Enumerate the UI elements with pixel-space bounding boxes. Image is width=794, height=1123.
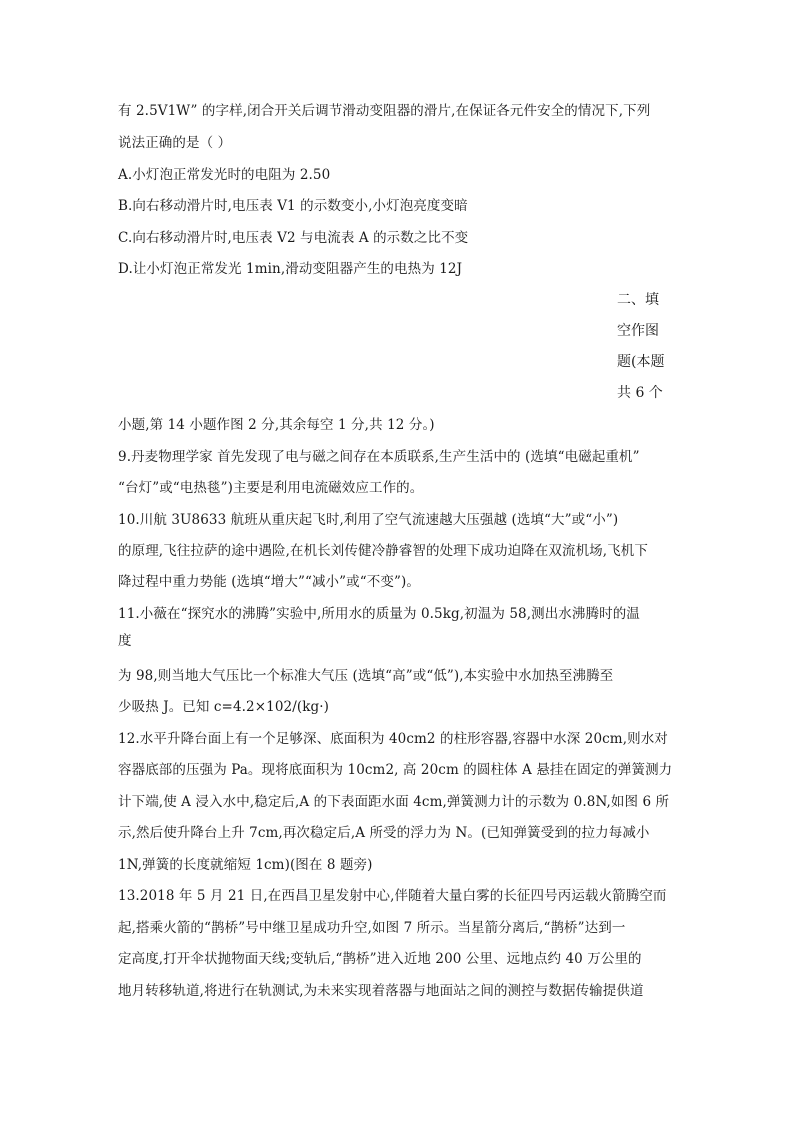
- section-heading-part-3: 题(本题: [617, 354, 665, 370]
- question-12-line-4: 示,然后使升降台上升 7cm,再次稳定后,A 所受的浮力为 N。(已知弹簧受到的拉力每减小: [118, 825, 650, 841]
- question-12-line-1: 12.水平升降台面上有一个足够深、底面积为 40cm2 的柱形容器,容器中水深 20cm,则水对: [118, 731, 668, 747]
- section-heading-continued: 小题,第 14 小题作图 2 分,其余每空 1 分,共 12 分。): [118, 417, 435, 433]
- question-10-line-2: 的原理,飞往拉萨的途中遇险,在机长刘传健冷静睿智的处理下成功迫降在双流机场,飞机下: [118, 543, 648, 559]
- question-10-line-1: 10.川航 3U8633 航班从重庆起飞时,利用了空气流速越大压强越 (选填“大”或“小”): [118, 512, 619, 528]
- option-c: C.向右移动滑片时,电压表 V2 与电流表 A 的示数之比不变: [118, 230, 469, 246]
- option-b: B.向右移动滑片时,电压表 V1 的示数变小,小灯泡亮度变暗: [118, 198, 468, 214]
- question-12-line-2: 容器底部的压强为 Pa。现将底面积为 10cm2, 高 20cm 的圆柱体 A 悬挂在固定的弹簧测力: [118, 762, 673, 778]
- question-10-line-3: 降过程中重力势能 (选填“增大”“减小”或“不变”)。: [118, 574, 420, 590]
- section-heading-part-1: 二、填: [617, 292, 659, 308]
- question-11-line-4: 少吸热 J。已知 c=4.2×102/(kg·): [118, 699, 330, 715]
- section-heading-part-2: 空作图: [617, 323, 659, 339]
- question-12-line-5: 1N,弹簧的长度就缩短 1cm)(图在 8 题旁): [118, 857, 373, 873]
- text-line: 有 2.5V1W” 的字样,闭合开关后调节滑动变阻器的滑片,在保证各元件安全的情况下,下列: [118, 103, 651, 119]
- question-stem: 说法正确的是（ ）: [118, 135, 232, 151]
- question-13-line-1: 13.2018 年 5 月 21 日,在西昌卫星发射中心,伴随着大量白雾的长征四号丙运载火箭腾空而: [118, 888, 667, 904]
- section-heading-part-4: 共 6 个: [617, 385, 663, 401]
- question-12-line-3: 计下端,使 A 浸入水中,稳定后,A 的下表面距水面 4cm,弹簧测力计的示数为 0.8N,如图 6 所: [118, 794, 670, 810]
- question-13-line-3: 定高度,打开伞状抛物面天线;变轨后,“鹊桥”进入近地 200 公里、远地点约 40 万公里的: [118, 951, 642, 967]
- question-11-line-1: 11.小薇在“探究水的沸腾”实验中,所用水的质量为 0.5kg,初温为 58,测出水沸腾时的温: [118, 606, 640, 622]
- question-13-line-4: 地月转移轨道,将进行在轨测试,为未来实现着落器与地面站之间的测控与数据传输提供道: [118, 983, 644, 999]
- option-d: D.让小灯泡正常发光 1min,滑动变阻器产生的电热为 12J: [118, 261, 463, 277]
- question-9-line-1: 9.丹麦物理学家 首先发现了电与磁之间存在本质联系,生产生活中的 (选填“电磁起重机”: [118, 449, 640, 465]
- question-13-line-2: 起,搭乘火箭的“鹊桥”号中继卫星成功升空,如图 7 所示。当星箭分离后,“鹊桥”达到一: [118, 920, 626, 936]
- question-11-line-3: 为 98,则当地大气压比一个标准大气压 (选填“高”或“低”),本实验中水加热至沸腾至: [118, 668, 614, 684]
- option-a: A.小灯泡正常发光时的电阻为 2.50: [118, 167, 331, 183]
- question-9-line-2: “台灯”或“电热毯”)主要是利用电流磁效应工作的。: [118, 480, 424, 496]
- question-11-line-2: 度: [118, 633, 132, 649]
